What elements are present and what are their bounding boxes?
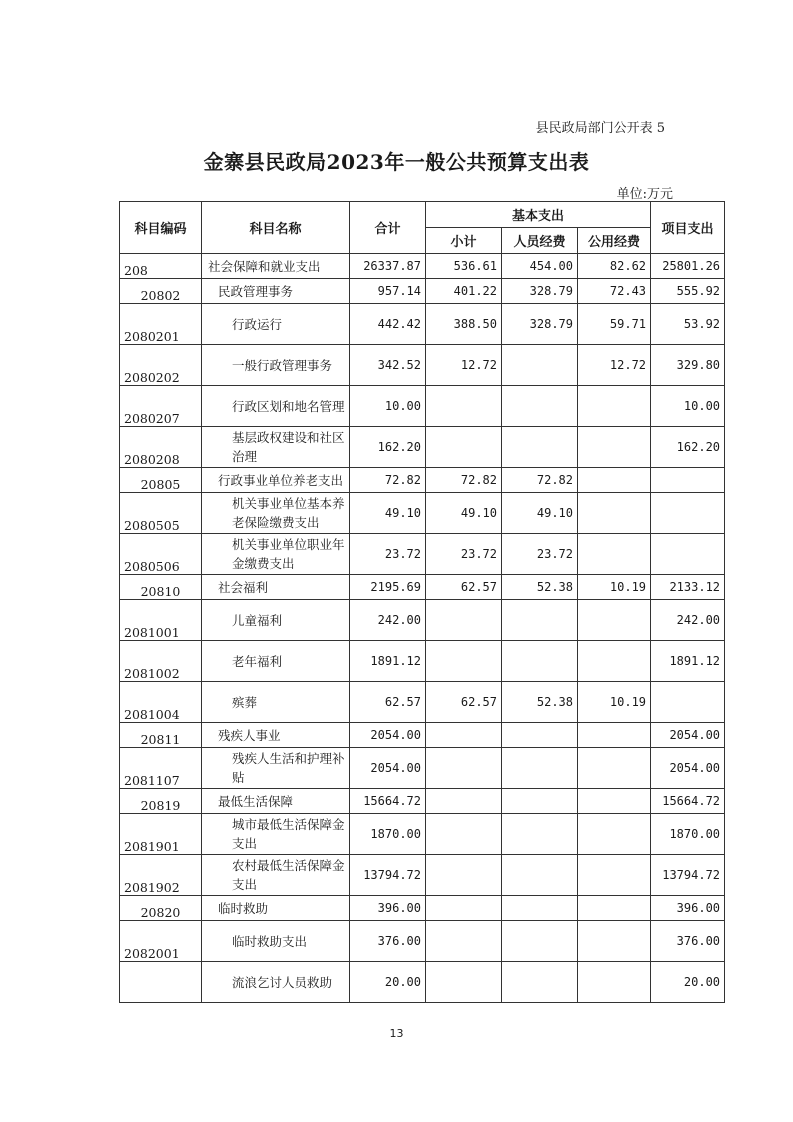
cell-name: 一般行政管理事务: [202, 345, 350, 386]
budget-table: [119, 201, 725, 1003]
cell-total: 23.72: [350, 534, 426, 575]
cell-personnel: 52.38: [502, 682, 578, 723]
cell-code: 2081902: [120, 855, 202, 896]
cell-subtotal: 401.22: [426, 279, 502, 304]
cell-personnel: [502, 814, 578, 855]
table-row: [120, 896, 725, 921]
cell-total: 2195.69: [350, 575, 426, 600]
unit-label: 单位:万元: [616, 187, 673, 202]
page-title: 金寨县民政局2023年一般公共预算支出表: [203, 150, 590, 174]
table-row: [120, 493, 725, 534]
cell-project: [651, 493, 725, 534]
cell-project: [651, 682, 725, 723]
cell-total: 342.52: [350, 345, 426, 386]
cell-personnel: [502, 600, 578, 641]
cell-name: 最低生活保障: [202, 789, 350, 814]
cell-project: 1891.12: [651, 641, 725, 682]
col-header-personnel: 人员经费: [502, 228, 578, 254]
cell-code: 208: [120, 254, 202, 279]
page-number: 13: [389, 1027, 404, 1040]
table-row: [120, 855, 725, 896]
cell-subtotal: 49.10: [426, 493, 502, 534]
table-row: [120, 921, 725, 962]
table-row: [120, 304, 725, 345]
cell-project: 555.92: [651, 279, 725, 304]
col-header-public: 公用经费: [578, 228, 651, 254]
cell-name: 儿童福利: [202, 600, 350, 641]
cell-code: 2080201: [120, 304, 202, 345]
cell-total: 242.00: [350, 600, 426, 641]
cell-code: 2081107: [120, 748, 202, 789]
cell-name: 机关事业单位职业年金缴费支出: [202, 534, 350, 575]
cell-code: 20802: [120, 279, 202, 304]
cell-code: 20811: [120, 723, 202, 748]
cell-project: 10.00: [651, 386, 725, 427]
cell-code: 2080207: [120, 386, 202, 427]
cell-code: 2080208: [120, 427, 202, 468]
cell-subtotal: [426, 600, 502, 641]
cell-project: 2054.00: [651, 723, 725, 748]
cell-project: 242.00: [651, 600, 725, 641]
cell-public: [578, 723, 651, 748]
cell-project: 329.80: [651, 345, 725, 386]
cell-code: 20820: [120, 896, 202, 921]
table-row: [120, 600, 725, 641]
cell-name: 民政管理事务: [202, 279, 350, 304]
cell-public: [578, 896, 651, 921]
cell-subtotal: 12.72: [426, 345, 502, 386]
cell-public: 10.19: [578, 575, 651, 600]
cell-personnel: [502, 921, 578, 962]
cell-name: 社会保障和就业支出: [202, 254, 350, 279]
cell-name: 城市最低生活保障金支出: [202, 814, 350, 855]
cell-personnel: [502, 427, 578, 468]
table-body: [120, 254, 725, 1003]
cell-public: 82.62: [578, 254, 651, 279]
cell-total: 49.10: [350, 493, 426, 534]
cell-personnel: 72.82: [502, 468, 578, 493]
cell-public: 10.19: [578, 682, 651, 723]
cell-total: 20.00: [350, 962, 426, 1003]
cell-total: 2054.00: [350, 748, 426, 789]
cell-name: 临时救助支出: [202, 921, 350, 962]
table-row: [120, 962, 725, 1003]
cell-project: 396.00: [651, 896, 725, 921]
cell-name: 老年福利: [202, 641, 350, 682]
cell-total: 10.00: [350, 386, 426, 427]
cell-code: 20810: [120, 575, 202, 600]
cell-subtotal: [426, 641, 502, 682]
col-header-total: 合计: [350, 202, 426, 254]
cell-project: 2133.12: [651, 575, 725, 600]
cell-name: 机关事业单位基本养老保险缴费支出: [202, 493, 350, 534]
cell-subtotal: 62.57: [426, 682, 502, 723]
cell-project: [651, 468, 725, 493]
cell-code: 2080202: [120, 345, 202, 386]
cell-personnel: [502, 896, 578, 921]
cell-personnel: [502, 962, 578, 1003]
cell-personnel: 49.10: [502, 493, 578, 534]
cell-subtotal: [426, 921, 502, 962]
col-header-project: 项目支出: [651, 202, 725, 254]
cell-name: 行政运行: [202, 304, 350, 345]
cell-project: 13794.72: [651, 855, 725, 896]
cell-subtotal: 62.57: [426, 575, 502, 600]
cell-code: 2081901: [120, 814, 202, 855]
cell-code: 2080505: [120, 493, 202, 534]
table-row: [120, 427, 725, 468]
cell-project: 15664.72: [651, 789, 725, 814]
cell-code: 2080506: [120, 534, 202, 575]
cell-code: [120, 962, 202, 1003]
cell-total: 72.82: [350, 468, 426, 493]
cell-project: 376.00: [651, 921, 725, 962]
cell-total: 442.42: [350, 304, 426, 345]
cell-public: [578, 493, 651, 534]
cell-total: 957.14: [350, 279, 426, 304]
cell-personnel: 328.79: [502, 304, 578, 345]
cell-public: 72.43: [578, 279, 651, 304]
cell-public: [578, 814, 651, 855]
cell-code: 2082001: [120, 921, 202, 962]
cell-public: [578, 386, 651, 427]
cell-public: [578, 962, 651, 1003]
cell-public: [578, 600, 651, 641]
cell-project: 53.92: [651, 304, 725, 345]
cell-total: 2054.00: [350, 723, 426, 748]
cell-project: 2054.00: [651, 748, 725, 789]
cell-subtotal: 72.82: [426, 468, 502, 493]
cell-project: 1870.00: [651, 814, 725, 855]
table-row: [120, 345, 725, 386]
cell-code: 20819: [120, 789, 202, 814]
cell-total: 62.57: [350, 682, 426, 723]
cell-public: 59.71: [578, 304, 651, 345]
cell-code: 2081001: [120, 600, 202, 641]
cell-personnel: [502, 386, 578, 427]
table-row: [120, 748, 725, 789]
cell-name: 流浪乞讨人员救助: [202, 962, 350, 1003]
cell-personnel: 52.38: [502, 575, 578, 600]
cell-personnel: [502, 723, 578, 748]
cell-name: 农村最低生活保障金支出: [202, 855, 350, 896]
cell-code: 2081002: [120, 641, 202, 682]
table-row: [120, 789, 725, 814]
cell-personnel: [502, 789, 578, 814]
cell-name: 行政事业单位养老支出: [202, 468, 350, 493]
cell-personnel: 23.72: [502, 534, 578, 575]
cell-code: 2081004: [120, 682, 202, 723]
cell-personnel: [502, 641, 578, 682]
document-reference: 县民政局部门公开表 5: [535, 121, 665, 136]
cell-personnel: [502, 748, 578, 789]
cell-public: [578, 855, 651, 896]
cell-subtotal: [426, 855, 502, 896]
cell-name: 基层政权建设和社区治理: [202, 427, 350, 468]
col-header-basic: 基本支出: [426, 202, 651, 228]
table-row: [120, 254, 725, 279]
cell-total: 1870.00: [350, 814, 426, 855]
cell-subtotal: [426, 896, 502, 921]
cell-public: [578, 748, 651, 789]
cell-subtotal: 388.50: [426, 304, 502, 345]
table-row: [120, 723, 725, 748]
cell-name: 殡葬: [202, 682, 350, 723]
cell-subtotal: [426, 427, 502, 468]
cell-personnel: [502, 855, 578, 896]
cell-public: [578, 789, 651, 814]
cell-public: [578, 468, 651, 493]
col-header-subtotal: 小计: [426, 228, 502, 254]
table-row: [120, 575, 725, 600]
cell-total: 15664.72: [350, 789, 426, 814]
cell-name: 行政区划和地名管理: [202, 386, 350, 427]
cell-public: [578, 921, 651, 962]
cell-total: 162.20: [350, 427, 426, 468]
cell-total: 376.00: [350, 921, 426, 962]
cell-subtotal: [426, 962, 502, 1003]
table-row: [120, 534, 725, 575]
cell-name: 临时救助: [202, 896, 350, 921]
cell-project: 25801.26: [651, 254, 725, 279]
cell-name: 残疾人生活和护理补贴: [202, 748, 350, 789]
cell-project: 20.00: [651, 962, 725, 1003]
cell-subtotal: [426, 789, 502, 814]
cell-personnel: 454.00: [502, 254, 578, 279]
col-header-code: 科目编码: [120, 202, 202, 254]
cell-personnel: 328.79: [502, 279, 578, 304]
cell-name: 残疾人事业: [202, 723, 350, 748]
cell-personnel: [502, 345, 578, 386]
cell-public: [578, 641, 651, 682]
col-header-name: 科目名称: [202, 202, 350, 254]
cell-public: 12.72: [578, 345, 651, 386]
table-row: [120, 641, 725, 682]
cell-public: [578, 534, 651, 575]
cell-project: [651, 534, 725, 575]
cell-subtotal: 536.61: [426, 254, 502, 279]
table-header: [120, 202, 725, 254]
table-row: [120, 682, 725, 723]
cell-total: 1891.12: [350, 641, 426, 682]
cell-public: [578, 427, 651, 468]
cell-project: 162.20: [651, 427, 725, 468]
table-row: [120, 468, 725, 493]
cell-total: 13794.72: [350, 855, 426, 896]
cell-subtotal: [426, 723, 502, 748]
cell-subtotal: 23.72: [426, 534, 502, 575]
cell-code: 20805: [120, 468, 202, 493]
table-row: [120, 386, 725, 427]
cell-total: 396.00: [350, 896, 426, 921]
table-row: [120, 279, 725, 304]
cell-total: 26337.87: [350, 254, 426, 279]
cell-subtotal: [426, 748, 502, 789]
cell-name: 社会福利: [202, 575, 350, 600]
cell-subtotal: [426, 814, 502, 855]
cell-subtotal: [426, 386, 502, 427]
table-row: [120, 814, 725, 855]
